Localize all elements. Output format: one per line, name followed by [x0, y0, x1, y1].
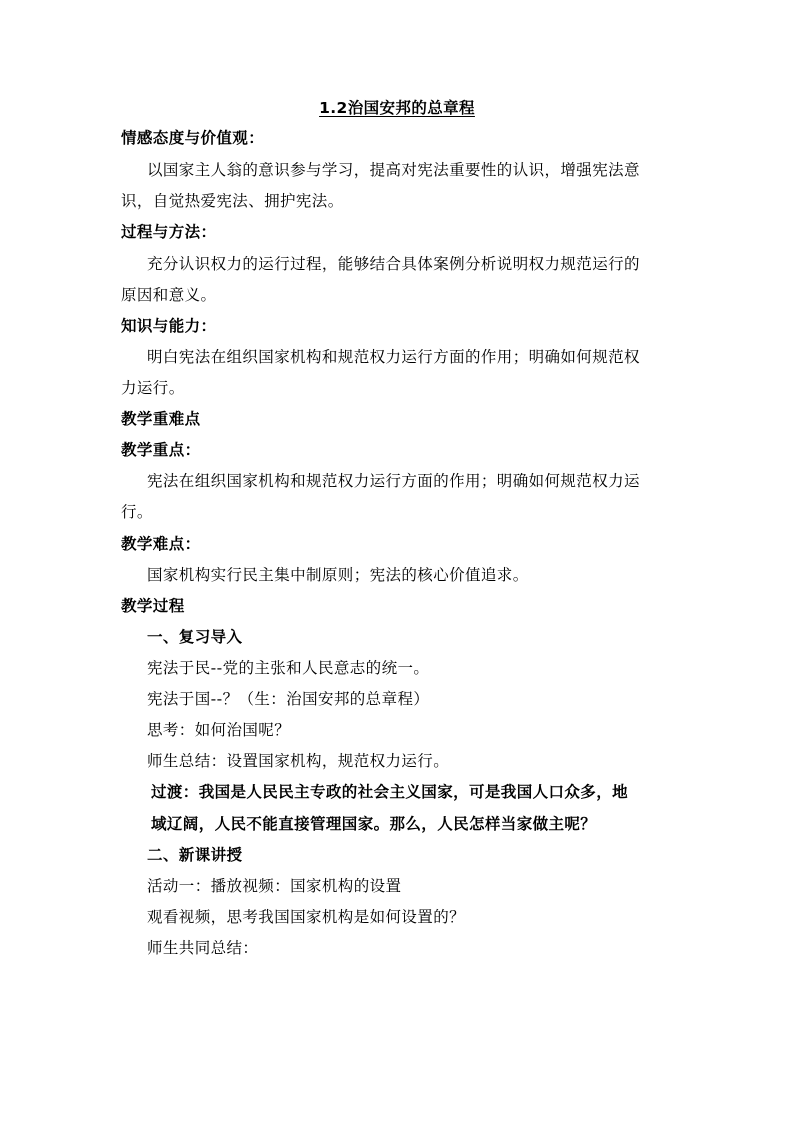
page-title: 1.2治国安邦的总章程 — [319, 99, 475, 117]
paragraph-line: 师生总结：设置国家机构，规范权力运行。 — [147, 752, 450, 770]
heading-teaching-process: 教学过程 — [121, 597, 185, 615]
paragraph-line: 力运行。 — [121, 379, 185, 397]
paragraph-line: 师生共同总结： — [147, 939, 259, 957]
paragraph-line: 以国家主人翁的意识参与学习，提高对宪法重要性的认识，增强宪法意 — [147, 161, 640, 179]
subheading-new-lesson: 二、新课讲授 — [147, 846, 243, 864]
heading-difficult-points: 教学难点： — [121, 535, 201, 553]
paragraph-line: 识，自觉热爱宪法、拥护宪法。 — [121, 192, 344, 210]
paragraph-line: 宪法于国--？（生：治国安邦的总章程） — [147, 690, 430, 708]
paragraph-line: 明白宪法在组织国家机构和规范权力运行方面的作用；明确如何规范权 — [147, 348, 640, 366]
heading-emotion-values: 情感态度与价值观： — [121, 129, 265, 147]
paragraph-line: 国家机构实行民主集中制原则；宪法的核心价值追求。 — [147, 566, 529, 584]
heading-key-difficult: 教学重难点 — [121, 410, 201, 428]
heading-knowledge-ability: 知识与能力： — [121, 317, 217, 335]
paragraph-line: 活动一：播放视频：国家机构的设置 — [147, 877, 402, 895]
heading-key-points: 教学重点： — [121, 441, 201, 459]
heading-process-methods: 过程与方法： — [121, 223, 217, 241]
paragraph-line: 宪法于民--党的主张和人民意志的统一。 — [147, 659, 430, 677]
paragraph-line: 思考：如何治国呢？ — [147, 721, 291, 739]
subheading-review-intro: 一、复习导入 — [147, 628, 243, 646]
transition-paragraph-line: 过渡：我国是人民民主专政的社会主义国家，可是我国人口众多，地 — [151, 783, 629, 801]
paragraph-line: 观看视频，思考我国国家机构是如何设置的？ — [147, 908, 466, 926]
paragraph-line: 原因和意义。 — [121, 286, 217, 304]
paragraph-line: 宪法在组织国家机构和规范权力运行方面的作用；明确如何规范权力运 — [147, 472, 640, 490]
paragraph-line: 充分认识权力的运行过程，能够结合具体案例分析说明权力规范运行的 — [147, 255, 640, 273]
transition-paragraph-line: 域辽阔，人民不能直接管理国家。那么，人民怎样当家做主呢？ — [151, 815, 597, 833]
paragraph-line: 行。 — [121, 503, 153, 521]
